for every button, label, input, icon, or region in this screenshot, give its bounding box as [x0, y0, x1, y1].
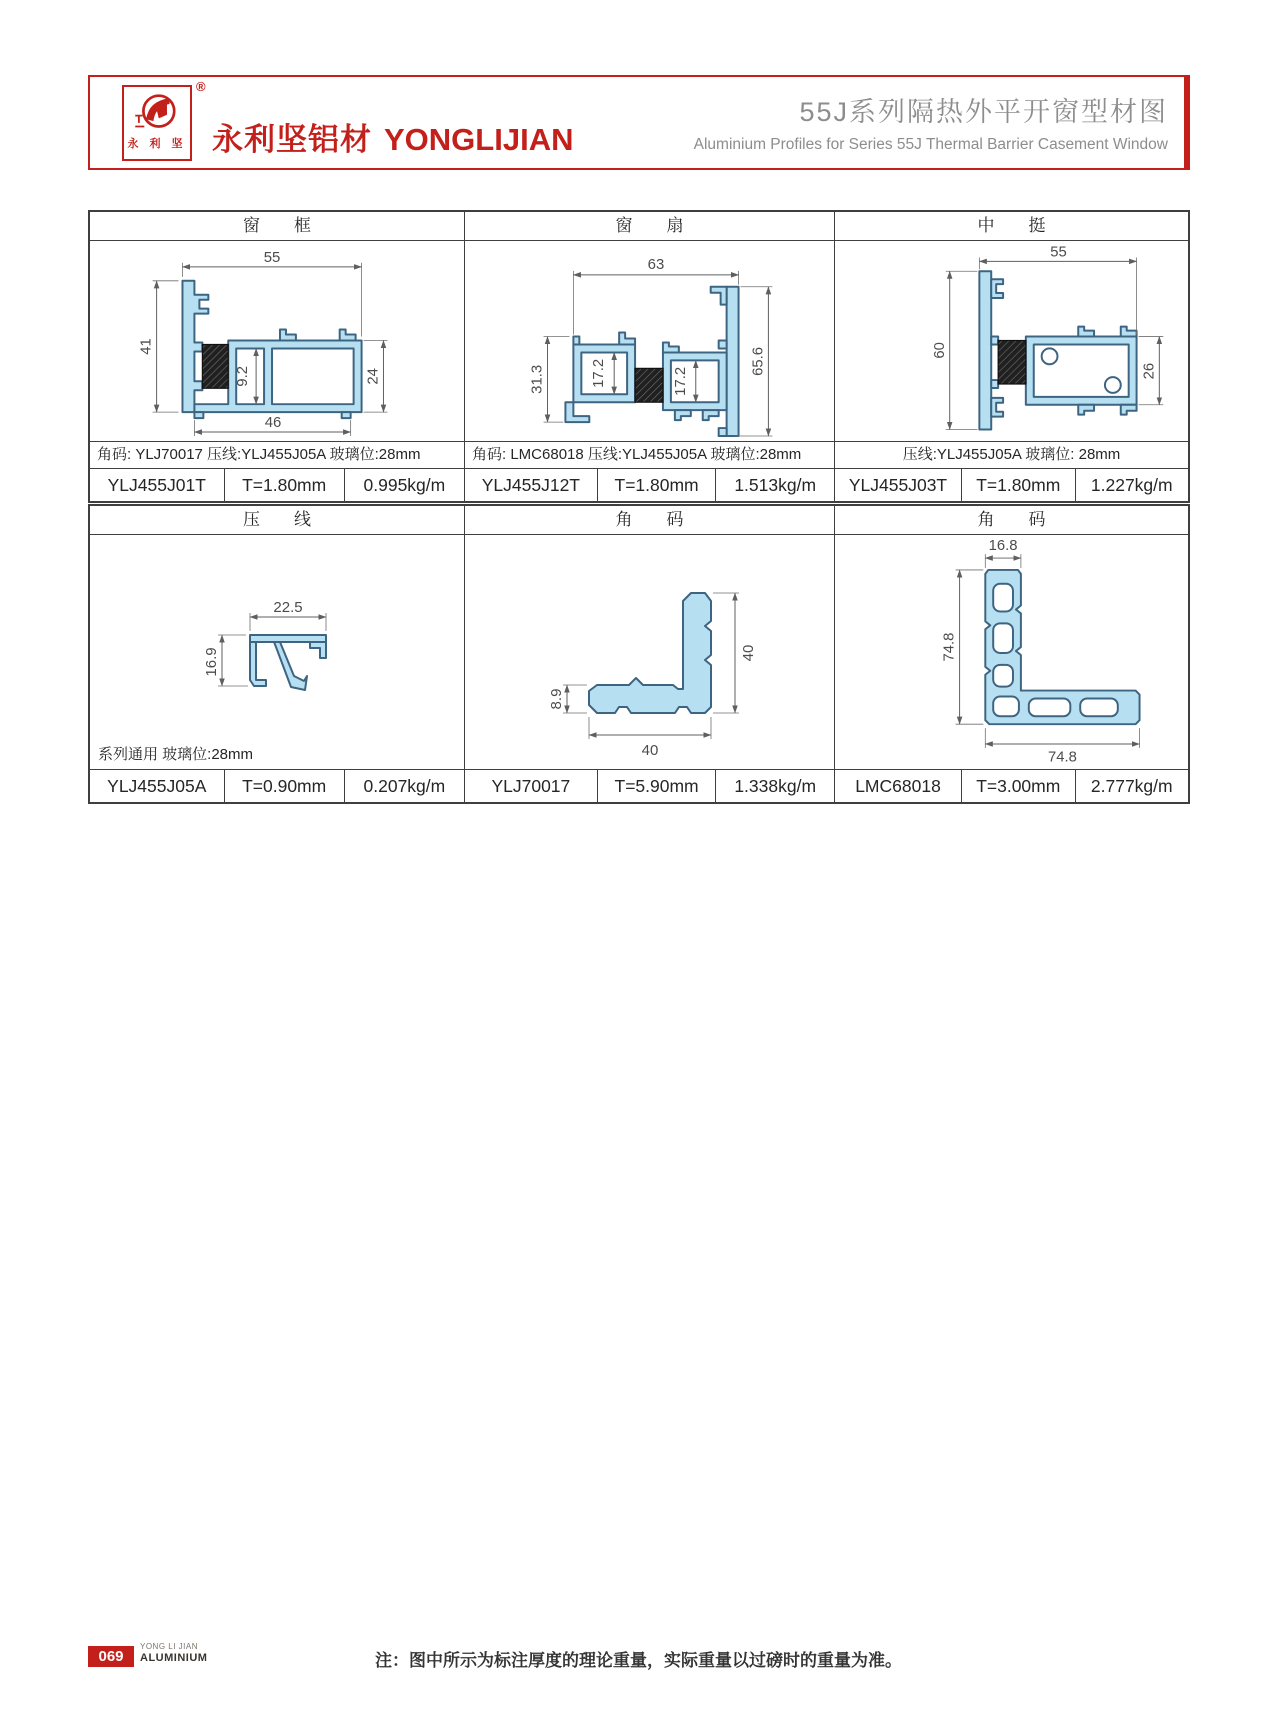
glazing-bead-profile-svg — [90, 535, 465, 769]
thermal-break — [635, 368, 663, 402]
spec-weight: 1.227kg/m — [1090, 474, 1173, 495]
dim-label: 17.2 — [590, 358, 608, 388]
spec-model: YLJ70017 — [465, 770, 598, 802]
spec-model: YLJ455J05A — [90, 770, 225, 802]
window-frame-profile-svg — [90, 241, 465, 441]
dim-label: 16.8 — [988, 538, 1018, 555]
dim-label: 31.3 — [528, 364, 546, 394]
dim-label: 46 — [264, 414, 282, 432]
spec-model: YLJ455J12T — [465, 469, 598, 501]
cell-info: 角码: LMC68018 压线:YLJ455J05A 玻璃位:28mm — [465, 441, 834, 469]
dim-label: 40 — [641, 742, 659, 759]
brand-name — [212, 114, 573, 159]
dim-label: 55 — [263, 248, 281, 266]
spec-row — [465, 469, 834, 501]
window-sash-profile-svg — [465, 241, 835, 441]
dim-label: 63 — [647, 255, 665, 273]
brand-name-cn: 永利坚铝材 — [212, 122, 372, 157]
dim-label: 55 — [1050, 244, 1067, 261]
logo-characters: 永 利 坚 — [127, 138, 187, 150]
spec-model: LMC68018 — [835, 770, 962, 802]
logo-emblem-icon — [128, 90, 186, 134]
mullion-profile-svg — [835, 241, 1188, 441]
cell-mullion — [835, 212, 1188, 501]
page-title-block — [694, 90, 1168, 154]
brand-name-en: YONGLIJIAN — [384, 122, 574, 157]
cell-title: 角 码 — [835, 506, 1188, 535]
page-subtitle: Aluminium Profiles for Series 55J Thermal Barrier Casement Window — [693, 136, 1168, 153]
cell-title: 窗 框 — [90, 212, 464, 241]
spec-row — [90, 769, 464, 802]
spec-weight: 0.995kg/m — [363, 474, 446, 495]
cell-glazing-bead — [90, 506, 465, 802]
spec-model: YLJ455J01T — [90, 469, 225, 501]
spec-row — [835, 769, 1188, 802]
dim-label: 24 — [364, 368, 382, 385]
footer-note: 注：图中所示为标注厚度的理论重量，实际重量以过磅时的重量为准。 — [375, 1651, 902, 1670]
corner-key-2-profile-svg — [835, 535, 1188, 769]
cell-corner-key-1 — [465, 506, 835, 802]
corner-key-2-drawing — [835, 535, 1188, 769]
registered-mark: ® — [196, 79, 206, 94]
footer-brand-line2: ALUMINIUM — [140, 1652, 208, 1664]
cell-title: 压 线 — [90, 506, 464, 535]
glazing-bead-drawing — [90, 535, 464, 769]
dim-label: 41 — [137, 338, 155, 355]
dim-label: 22.5 — [273, 599, 303, 616]
corner-key-1-profile-svg — [465, 535, 835, 769]
dim-label: 74.8 — [941, 632, 958, 662]
window-frame-drawing — [90, 241, 464, 441]
cell-window-frame — [90, 212, 465, 501]
thermal-break — [202, 344, 228, 388]
page-title: 55J系列隔热外平开窗型材图 — [799, 97, 1168, 127]
spec-row — [835, 469, 1188, 501]
profile-table-row-2 — [88, 504, 1190, 804]
corner-key-1-drawing — [465, 535, 834, 769]
page-header — [88, 75, 1190, 170]
cell-info: 角码: YLJ70017 压线:YLJ455J05A 玻璃位:28mm — [90, 441, 464, 469]
dim-label: 65.6 — [749, 346, 767, 376]
window-sash-drawing — [465, 241, 834, 441]
spec-thickness: T=1.80mm — [598, 469, 717, 501]
cell-title: 中 挺 — [835, 212, 1188, 241]
spec-weight: 0.207kg/m — [363, 775, 446, 796]
spec-weight: 1.338kg/m — [734, 775, 817, 796]
spec-thickness: T=3.00mm — [962, 770, 1076, 802]
profile-table-row-1 — [88, 210, 1190, 503]
cell-title: 角 码 — [465, 506, 834, 535]
mullion-drawing — [835, 241, 1188, 441]
cell-title: 窗 扇 — [465, 212, 834, 241]
cell-info: 系列通用 玻璃位:28mm — [98, 746, 254, 763]
dim-label: 17.2 — [671, 366, 689, 396]
spec-weight: 1.513kg/m — [734, 474, 817, 495]
spec-thickness: T=1.80mm — [225, 469, 345, 501]
footer-brand-line1: YONG LI JIAN — [140, 1642, 199, 1651]
dim-label: 16.9 — [203, 647, 220, 677]
spec-model: YLJ455J03T — [835, 469, 962, 501]
company-logo — [122, 85, 192, 161]
thermal-break — [998, 341, 1026, 385]
spec-row — [465, 769, 834, 802]
dim-label: 26 — [1141, 362, 1158, 380]
dim-label: 40 — [740, 644, 757, 662]
cell-window-sash — [465, 212, 835, 501]
spec-row — [90, 469, 464, 501]
spec-thickness: T=1.80mm — [962, 469, 1076, 501]
dim-label: 9.2 — [234, 365, 252, 387]
spec-thickness: T=0.90mm — [225, 770, 345, 802]
dim-label: 60 — [931, 342, 948, 359]
cell-info: 压线:YLJ455J05A 玻璃位: 28mm — [835, 441, 1188, 469]
dim-label: 74.8 — [1047, 749, 1077, 766]
page-number-badge: 069 — [88, 1646, 134, 1667]
spec-thickness: T=5.90mm — [598, 770, 717, 802]
cell-corner-key-2 — [835, 506, 1188, 802]
spec-weight: 2.777kg/m — [1090, 775, 1173, 796]
dim-label: 8.9 — [548, 688, 565, 710]
